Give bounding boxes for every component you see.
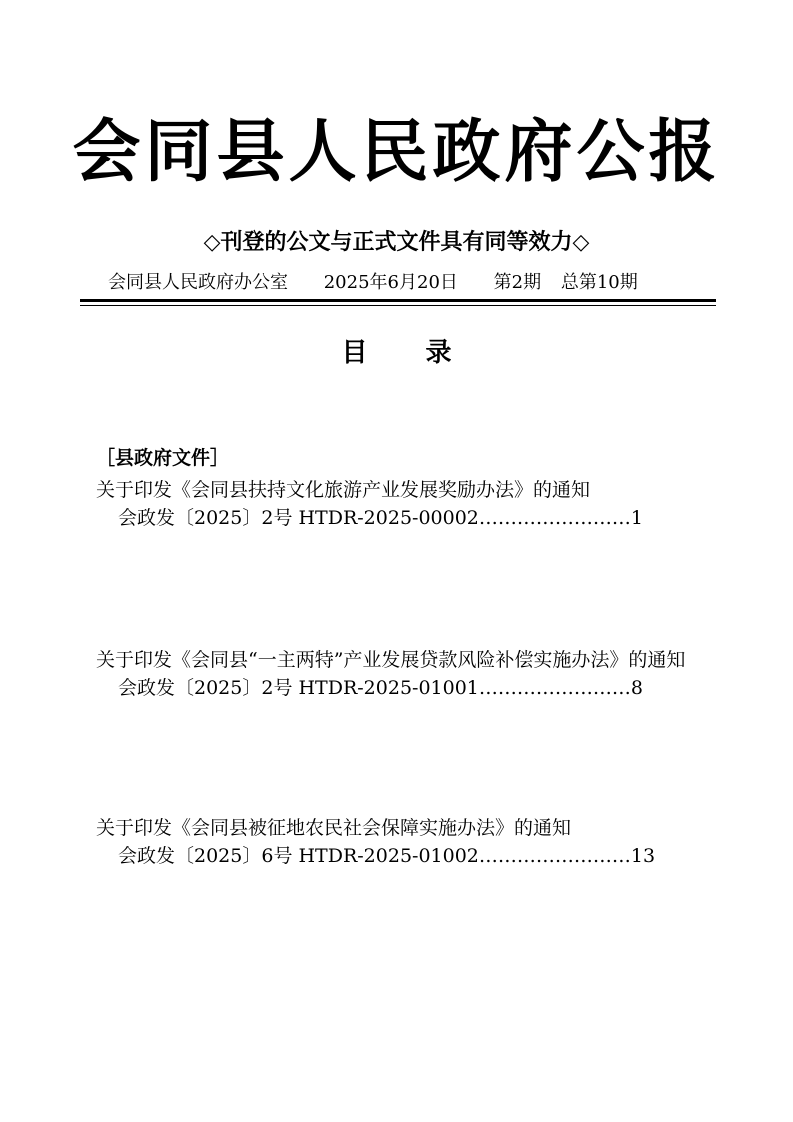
masthead-tagline: ◇刊登的公文与正式文件具有同等效力◇ (203, 230, 590, 255)
toc-entry-doc-line (96, 842, 706, 870)
toc-entry-doc-line (96, 674, 706, 702)
toc-entry-title[interactable]: 关于印发《会同县被征地农民社会保障实施办法》的通知 (96, 817, 572, 839)
toc-entry-page: 8 (630, 677, 643, 699)
toc-entry-leader: …………………… (478, 507, 631, 529)
toc-title-char-2: 录 (425, 338, 452, 368)
toc-entry[interactable] (96, 646, 706, 702)
issue-total-number: 总第10期 (560, 272, 638, 293)
toc-entry-doc-number: 会政发〔2025〕6号 HTDR-2025-01002 (118, 845, 479, 867)
issue-office: 会同县人民政府办公室 (108, 272, 288, 293)
toc-entry-doc-number: 会政发〔2025〕2号 HTDR-2025-01001 (118, 677, 479, 699)
toc-title-char-1: 目 (341, 338, 368, 368)
toc-entry[interactable] (96, 814, 706, 870)
toc-entry[interactable] (96, 476, 706, 532)
toc-entry-leader: …………………… (478, 677, 631, 699)
toc-entry-doc-number: 会政发〔2025〕2号 HTDR-2025-00002 (118, 507, 479, 529)
toc-entry-title[interactable]: 关于印发《会同县“一主两特”产业发展贷款风险补偿实施办法》的通知 (96, 649, 686, 671)
toc-entry-title[interactable]: 关于印发《会同县扶持文化旅游产业发展奖励办法》的通知 (96, 479, 591, 501)
header-rule-thick (80, 299, 716, 302)
toc-title (0, 340, 793, 366)
toc-section-header: ［县政府文件］ (96, 447, 230, 469)
toc-entry-page: 13 (630, 845, 656, 867)
toc-entry-doc-line (96, 504, 706, 532)
issue-date: 2025年6月20日 (323, 272, 458, 293)
toc-entry-page: 1 (630, 507, 643, 529)
masthead-title: 会同县人民政府公报 (72, 112, 721, 192)
toc-entry-leader: …………………… (478, 845, 631, 867)
issue-info (108, 274, 698, 292)
header-rule-thin (80, 305, 716, 306)
issue-number: 第2期 (493, 272, 542, 293)
